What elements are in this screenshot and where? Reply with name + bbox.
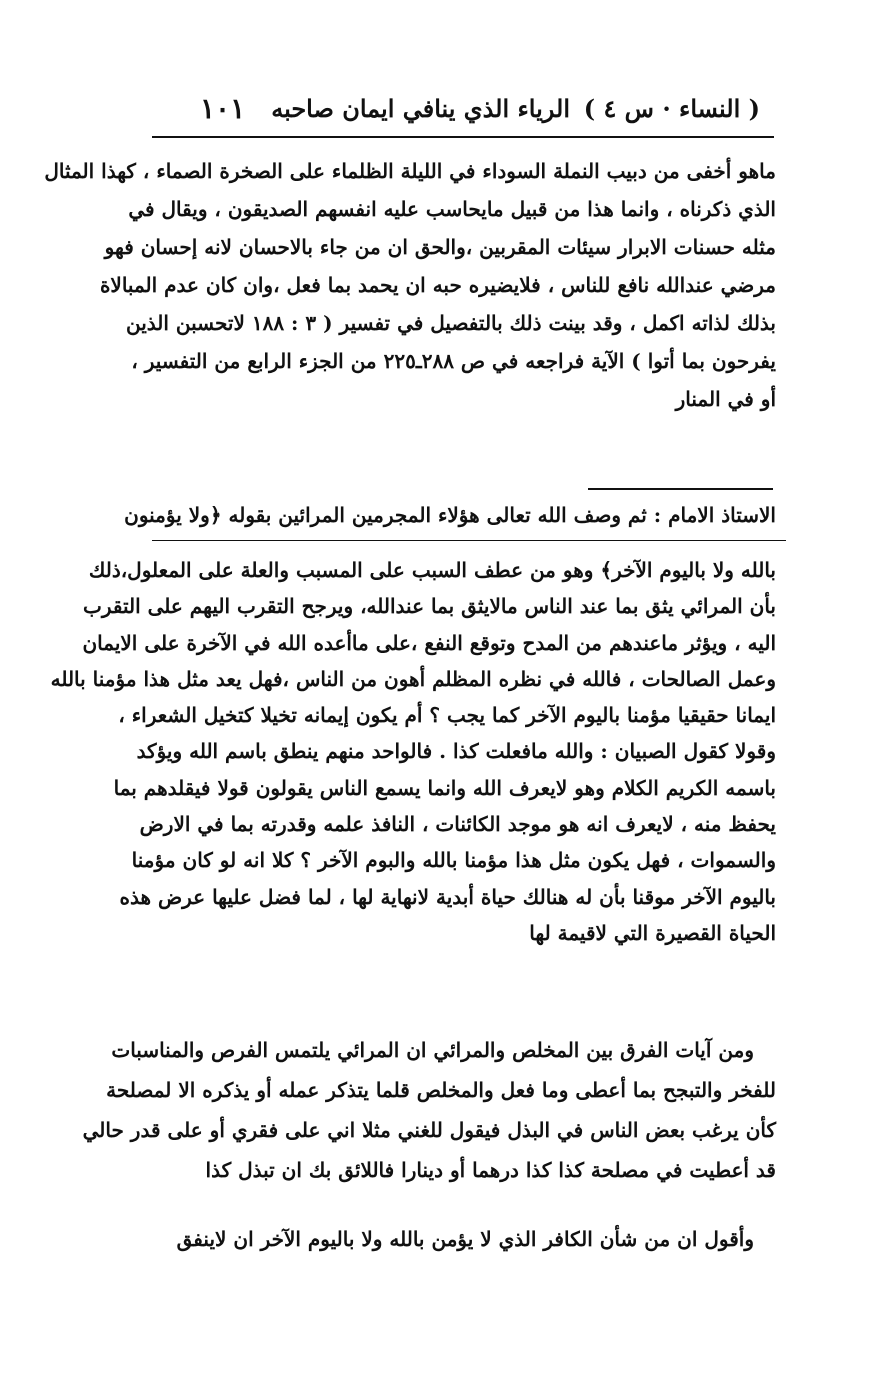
section-divider [588,488,773,490]
page-title: الرياء الذي ينافي ايمان صاحبه [271,94,570,123]
text-line: يحفظ منه ، لايعرف انه هو موجد الكائنات ، النافذ علمه وقدرته بما في الارض [139,812,776,837]
text-line: وأقول ان من شأن الكافر الذي لا يؤمن بالله ولا باليوم الآخر ان لاينفق [176,1227,754,1251]
text-line: ومن آيات الفرق بين المخلص والمرائي ان المرائي يلتمس الفرص والمناسبات [111,1038,754,1062]
paragraph-2 [50,552,776,951]
text-line: كأن يرغب بعض الناس في البذل فيقول للغني مثلا اني على فقري أو على قدر حالي [82,1118,776,1142]
text-line: للفخر والتبجح بما أعطى وما فعل والمخلص قلما يتذكر عمله أو يذكره الا لمصلحة [106,1078,776,1102]
text-line: وقولا كقول الصبيان : والله مافعلت كذا . فالواحد منهم ينطق باسم الله ويؤكد [136,739,776,764]
text-line: الحياة القصيرة التي لاقيمة لها [529,920,776,945]
text-line: الذي ذكرناه ، وانما هذا من قبيل مايحاسب عليه انفسهم الصديقون ، ويقال في [128,197,776,221]
text-line: وعمل الصالحات ، فالله في نظره المظلم أهون من الناس ،فهل يعد مثل هذا مؤمنا بالله [50,666,776,691]
paragraph-4 [148,1220,776,1258]
text-line: ايمانا حقيقيا مؤمنا باليوم الآخر كما يجب ؟ أم يكون إيمانه تخيلا كتخيل الشعراء ، [118,703,776,728]
text-line: اليه ، ويؤثر ماعندهم من المدح وتوقع النفع ،على ماأعده الله في الآخرة على الايمان [82,630,776,655]
paragraph-3 [82,1030,776,1190]
page-number: ١٠١ [200,92,246,125]
text-line: بأن المرائي يثق بما عند الناس مالايثق بما عندالله، ويرجح التقرب اليهم على التقرب [82,594,776,619]
text-line: مثله حسنات الابرار سيئات المقربين ،والحق ان من جاء بالاحسان لانه إحسان فهو [104,235,776,259]
text-line: باسمه الكريم الكلام وهو لايعرف الله وانما يسمع الناس يقولون قولا فيقلدهم بما [113,775,776,800]
text-line: ماهو أخفى من دبيب النملة السوداء في الليلة الظلماء على الصخرة الصماء ، كهذا المثال [44,159,776,183]
text-line: بذلك لذاته اكمل ، وقد بينت ذلك بالتفصيل في تفسير ( ٣ : ١٨٨ لاتحسبن الذين [125,311,776,335]
commentary-intro: الاستاذ الامام : ثم وصف الله تعالى هؤلاء المجرمين المرائين بقوله ﴿ولا يؤمنون [124,503,776,527]
text-line: قد أعطيت في مصلحة كذا كذا درهما أو دينارا فاللائق بك ان تبذل كذا [205,1158,776,1182]
running-header [150,88,770,132]
chapter-reference: ( النساء · س ٤ ) [583,94,760,123]
text-line: والسموات ، فهل يكون مثل هذا مؤمنا بالله والبوم الآخر ؟ كلا انه لو كان مؤمنا [131,848,776,873]
text-line: باليوم الآخر موقنا بأن له هنالك حياة أبدية لانهاية لها ، لما فضل عليها عرض هذه [119,884,776,909]
paragraph-1 [44,152,776,418]
text-line: بالله ولا باليوم الآخر﴾ وهو من عطف السبب على المسبب والعلة على المعلول،ذلك [88,558,776,582]
text-line: يفرحون بما أتوا ) الآية فراجعه في ص ٢٨٨ـ٢٢٥ من الجزء الرابع من التفسير ، [131,349,776,373]
text-line: أو في المنار [675,387,776,411]
header-divider [152,136,774,138]
quote-divider [152,540,786,541]
text-line: مرضي عندالله نافع للناس ، فلايضيره حبه ان يحمد بما فعل ،وان كان عدم المبالاة [99,273,776,297]
